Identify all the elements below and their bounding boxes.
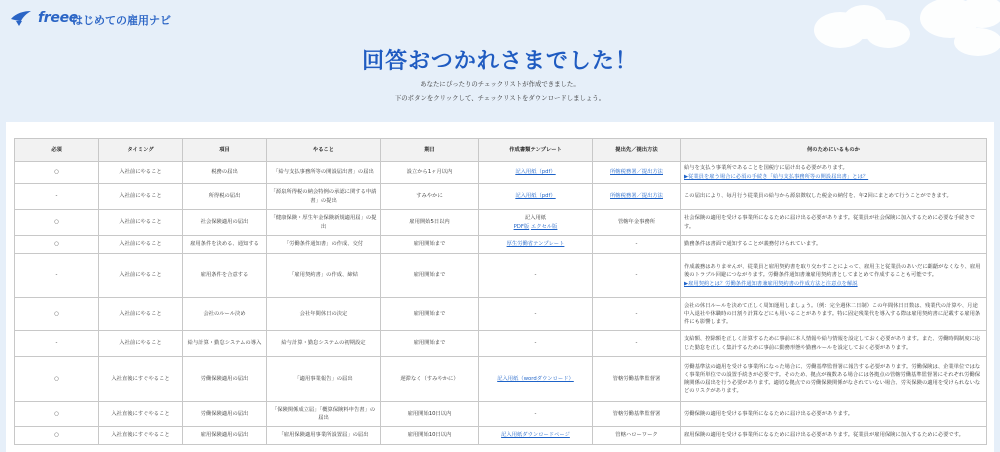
cell-destination-text: - bbox=[635, 241, 638, 248]
template-pdf-link[interactable]: PDF版 bbox=[513, 223, 530, 230]
cell-item-text: 給与計算・勤怠システムの導入 bbox=[187, 340, 262, 347]
cell-due bbox=[381, 331, 479, 357]
cell-timing bbox=[99, 236, 183, 254]
cell-timing-text: 入社直後にすぐやること bbox=[111, 375, 170, 382]
purpose-text: 労働保険の適用を受ける事業所になるために届け出る必要があります。 bbox=[684, 410, 854, 417]
col-header-template: 作成書類テンプレート bbox=[479, 139, 593, 162]
cell-destination-text: - bbox=[635, 340, 638, 347]
cell-required bbox=[15, 162, 99, 184]
cell-item bbox=[183, 184, 267, 210]
cell-required-text: ○ bbox=[54, 219, 59, 226]
cell-due bbox=[381, 427, 479, 445]
cell-todo-text: 給与計算・勤怠システムの初期設定 bbox=[281, 340, 366, 347]
template-empty: - bbox=[534, 310, 537, 317]
cell-todo bbox=[267, 331, 381, 357]
cell-purpose bbox=[681, 162, 987, 184]
cell-item bbox=[183, 210, 267, 236]
cell-todo bbox=[267, 298, 381, 331]
purpose-text: 社会保険の適用を受ける事業所になるために届け出る必要があります。従業員が社会保険に加入するために必要な手続きです。 bbox=[684, 215, 975, 230]
cell-timing bbox=[99, 210, 183, 236]
description-line-1: あなたにぴったりのチェックリストが作成できました。 bbox=[420, 80, 580, 88]
cell-required bbox=[15, 298, 99, 331]
cell-item bbox=[183, 162, 267, 184]
cell-todo bbox=[267, 427, 381, 445]
col-header-required: 必須 bbox=[15, 139, 99, 162]
cell-destination bbox=[593, 298, 681, 331]
cell-destination bbox=[593, 254, 681, 298]
cell-destination bbox=[593, 184, 681, 210]
cell-required bbox=[15, 210, 99, 236]
cell-required-text: ○ bbox=[54, 375, 59, 382]
template-link[interactable]: 記入用紙（pdf） bbox=[515, 169, 556, 176]
cell-due-text: 遅滞なく（すみやかに） bbox=[400, 375, 459, 382]
checklist-table bbox=[14, 138, 987, 445]
cell-due bbox=[381, 236, 479, 254]
table-row bbox=[15, 402, 987, 427]
cell-required-text: ○ bbox=[54, 310, 59, 317]
page-title: 回答おつかれさまでした！ bbox=[362, 49, 638, 74]
cell-purpose bbox=[681, 210, 987, 236]
cell-item-text: 労働保険適用の届出 bbox=[200, 375, 249, 382]
cell-item-text: 会社のルール決め bbox=[203, 310, 246, 317]
cell-item bbox=[183, 331, 267, 357]
cell-item bbox=[183, 254, 267, 298]
cell-todo bbox=[267, 254, 381, 298]
cell-destination-text: - bbox=[635, 272, 638, 279]
purpose-article-link[interactable]: ▶雇用契約とは？労働条件通知書兼雇用契約書の作成方法と注意点を解説 bbox=[684, 280, 858, 287]
cell-due-text: 設立から1ヶ月以内 bbox=[406, 169, 453, 176]
cell-required-text: - bbox=[55, 340, 58, 347]
cell-item bbox=[183, 357, 267, 402]
cell-item-text: 所得税の届出 bbox=[208, 193, 241, 200]
cell-due-text: 雇用開始まで bbox=[413, 272, 446, 279]
cell-due-text: 雇用開始まで bbox=[413, 241, 446, 248]
cell-timing-text: 入社前にやること bbox=[119, 169, 162, 176]
cell-timing-text: 入社前にやること bbox=[119, 193, 162, 200]
cell-item bbox=[183, 298, 267, 331]
purpose-text: 雇用保険の適用を受ける事業所になるために届け出る必要があります。従業員が雇用保険に加入するために必要です。 bbox=[684, 432, 964, 439]
cell-timing bbox=[99, 254, 183, 298]
table-row bbox=[15, 357, 987, 402]
cell-required bbox=[15, 254, 99, 298]
cell-purpose bbox=[681, 184, 987, 210]
freee-logo[interactable] bbox=[10, 9, 78, 27]
cell-due-text: 雇用開始まで bbox=[413, 310, 446, 317]
cell-destination-text: 管轄労働基準監督署 bbox=[612, 410, 661, 417]
purpose-text: 支給額、控除額を正しく計算するために事前に本人情報や給与情報を設定しておく必要があります。また、労働時間制度に応じた勤怠を正しく集計するために事前に勤務形態や勤務ルールを設定しておく必要があります。 bbox=[684, 336, 981, 351]
cell-required-text: ○ bbox=[54, 241, 59, 248]
col-header-purpose: 何のためにいるものか bbox=[681, 139, 987, 162]
cell-due-text: すみやかに bbox=[416, 193, 443, 200]
cell-item-text: 労働保険適用の届出 bbox=[200, 410, 249, 417]
template-link[interactable]: 記入用紙（pdf） bbox=[515, 193, 556, 200]
cell-timing-text: 入社前にやること bbox=[119, 272, 162, 279]
cell-timing-text: 入社直後にすぐやること bbox=[111, 432, 170, 439]
site-name[interactable]: はじめての雇用ナビ bbox=[72, 14, 171, 27]
cell-destination-text: 管轄労働基準監督署 bbox=[612, 375, 661, 382]
cell-purpose bbox=[681, 331, 987, 357]
cell-destination-text: - bbox=[635, 310, 638, 317]
cell-todo-text: 会社年間休日の決定 bbox=[299, 310, 348, 317]
destination-link[interactable]: 所轄税務署／提出方法 bbox=[610, 169, 663, 176]
cell-item-text: 雇用条件を合意する bbox=[200, 272, 249, 279]
cell-template bbox=[479, 254, 593, 298]
cell-todo-text: 「給与支払事務所等の開設届出書」の届出 bbox=[273, 169, 374, 176]
cell-template bbox=[479, 162, 593, 184]
cell-item-text: 税務の届出 bbox=[211, 169, 238, 176]
cell-timing bbox=[99, 357, 183, 402]
cell-due bbox=[381, 402, 479, 427]
cell-due-text: 雇用開始10日以内 bbox=[407, 432, 452, 439]
cell-due-text: 雇用開始5日以内 bbox=[409, 219, 450, 226]
description-line-2: 下のボタンをクリックして、チェックリストをダウンロードしましょう。 bbox=[394, 94, 606, 102]
table-row bbox=[15, 298, 987, 331]
table-row bbox=[15, 210, 987, 236]
cell-destination-text: 管轄ハローワーク bbox=[615, 432, 658, 439]
cell-todo-text: 「労働条件通知書」の作成、交付 bbox=[283, 241, 364, 248]
cell-required-text: - bbox=[55, 193, 58, 200]
cell-todo-text: 「源泉所得税の納会特例の承認に関する申請書」の提出 bbox=[270, 189, 377, 204]
cell-timing-text: 入社前にやること bbox=[119, 310, 162, 317]
cell-template bbox=[479, 210, 593, 236]
cell-todo bbox=[267, 402, 381, 427]
purpose-text: 会社の休日ルールを決めて正しく周知運用しましょう。（例：完全週休二日制）この年間休日日数は、残業代の計算や、月途中入退社や休職時の日割り計算などにも用いることがあります。特に固定残業代を導入する際は雇用契約書に記載する雇用条件にも影響します。 bbox=[684, 302, 981, 326]
cell-todo bbox=[267, 236, 381, 254]
cell-purpose bbox=[681, 254, 987, 298]
cell-required-text: ○ bbox=[54, 432, 59, 439]
cell-required bbox=[15, 184, 99, 210]
cell-todo-text: 「保険関係成立届」「概算保険料申告書」の届出 bbox=[271, 406, 376, 421]
cell-template bbox=[479, 298, 593, 331]
template-empty: - bbox=[534, 340, 537, 347]
cell-template bbox=[479, 357, 593, 402]
cell-required-text: ○ bbox=[54, 410, 59, 417]
col-header-todo: やること bbox=[267, 139, 381, 162]
table-row bbox=[15, 331, 987, 357]
table-row bbox=[15, 254, 987, 298]
purpose-text: 給与を支払う事業所であることを国税庁に届け出る必要があります。 bbox=[684, 165, 848, 172]
cell-purpose bbox=[681, 427, 987, 445]
cell-timing bbox=[99, 184, 183, 210]
col-header-item: 項目 bbox=[183, 139, 267, 162]
cell-template bbox=[479, 236, 593, 254]
purpose-text: この届出により、毎月行う従業員の給与から源泉徴収した税金の納付を、年2回にまとめて行うことができます。 bbox=[684, 193, 952, 200]
checklist-panel bbox=[6, 122, 994, 452]
cell-due-text: 雇用開始まで bbox=[413, 340, 446, 347]
cell-due bbox=[381, 162, 479, 184]
cell-destination-text: 管轄年金事務所 bbox=[617, 219, 656, 226]
cell-purpose bbox=[681, 402, 987, 427]
template-empty: - bbox=[534, 410, 537, 417]
purpose-text: 作成義務はありませんが、従業員と雇用契約書を取り交わすことによって、雇用主と従業員のあいだに齟齬がなくなり、雇用後のトラブル回避につながります。労働条件通知書兼雇用契約書としてまとめて作成することも可能です。 bbox=[684, 264, 981, 279]
purpose-text: 労働基準法の適用を受ける事業所になった場合に、労働基準監督署に報告する必要があります。労働保険は、企業単位ではなく事業所単位での設置手続きが必要です。そのため、拠点が複数ある場合には各拠点の管轄労働基準監督署にそれぞれ労働保険関係の届出を行う必要があります。適切な拠点での労働保険関係がなされていない場合、労災保険の適用を受けられないなどのリスクがあります。 bbox=[684, 363, 981, 395]
cell-timing bbox=[99, 402, 183, 427]
cell-timing-text: 入社前にやること bbox=[119, 241, 162, 248]
cell-required bbox=[15, 331, 99, 357]
cell-todo bbox=[267, 210, 381, 236]
cell-template bbox=[479, 331, 593, 357]
cell-todo bbox=[267, 357, 381, 402]
cell-destination bbox=[593, 402, 681, 427]
cell-due-text: 雇用開始10日以内 bbox=[407, 410, 452, 417]
template-excel-link[interactable]: エクセル版 bbox=[530, 223, 558, 230]
cell-item-text: 社会保険適用の届出 bbox=[200, 219, 249, 226]
cell-item bbox=[183, 236, 267, 254]
cell-timing-text: 入社前にやること bbox=[119, 219, 162, 226]
cell-template bbox=[479, 184, 593, 210]
cell-required-text: ○ bbox=[54, 169, 59, 176]
cell-destination bbox=[593, 210, 681, 236]
cell-required-text: - bbox=[55, 272, 58, 279]
cell-template bbox=[479, 427, 593, 445]
cell-destination bbox=[593, 427, 681, 445]
cell-due bbox=[381, 254, 479, 298]
cell-todo bbox=[267, 184, 381, 210]
table-header-row bbox=[15, 139, 987, 162]
cell-timing bbox=[99, 427, 183, 445]
purpose-article-link[interactable]: ▶従業員を雇う場合に必須の手続き「給与支払事務所等の開設届出書」とは？ bbox=[684, 173, 869, 180]
col-header-timing: タイミング bbox=[99, 139, 183, 162]
destination-link[interactable]: 所轄税務署／提出方法 bbox=[610, 193, 663, 200]
cell-required bbox=[15, 357, 99, 402]
cell-purpose bbox=[681, 236, 987, 254]
cell-required bbox=[15, 236, 99, 254]
cell-item bbox=[183, 427, 267, 445]
cell-timing bbox=[99, 331, 183, 357]
cell-todo-text: 「健康保険・厚生年金保険新規適用届」の提出 bbox=[270, 215, 377, 230]
col-header-destination: 提出先／提出方法 bbox=[593, 139, 681, 162]
cell-destination bbox=[593, 357, 681, 402]
template-label: 記入用紙 bbox=[524, 215, 547, 222]
cell-item bbox=[183, 402, 267, 427]
purpose-text: 勤務条件は書面で通知することが義務付けられています。 bbox=[684, 241, 822, 248]
cell-destination bbox=[593, 162, 681, 184]
table-row bbox=[15, 236, 987, 254]
cell-purpose bbox=[681, 357, 987, 402]
cell-item-text: 雇用条件を決める、通知する bbox=[190, 241, 259, 248]
cell-due bbox=[381, 357, 479, 402]
cell-required bbox=[15, 402, 99, 427]
table-row bbox=[15, 162, 987, 184]
cell-required bbox=[15, 427, 99, 445]
table-row bbox=[15, 427, 987, 445]
cell-timing-text: 入社直後にすぐやること bbox=[111, 410, 170, 417]
cell-destination bbox=[593, 236, 681, 254]
cell-timing-text: 入社前にやること bbox=[119, 340, 162, 347]
cell-todo-text: 「雇用契約書」の作成、締結 bbox=[289, 272, 358, 279]
template-empty: - bbox=[534, 272, 537, 279]
cell-timing bbox=[99, 298, 183, 331]
cell-template bbox=[479, 402, 593, 427]
cell-item-text: 雇用保険適用の届出 bbox=[200, 432, 249, 439]
cell-purpose bbox=[681, 298, 987, 331]
cell-destination bbox=[593, 331, 681, 357]
cell-todo bbox=[267, 162, 381, 184]
cell-due bbox=[381, 298, 479, 331]
cell-todo-text: 「雇用保険適用事業所設置届」の届出 bbox=[278, 432, 369, 439]
table-row bbox=[15, 184, 987, 210]
bird-logo-icon bbox=[10, 9, 32, 27]
cell-due bbox=[381, 210, 479, 236]
cell-due bbox=[381, 184, 479, 210]
logo-text: freee bbox=[38, 10, 78, 26]
cell-todo-text: 「適用事業報告」の届出 bbox=[294, 375, 353, 382]
cell-timing bbox=[99, 162, 183, 184]
template-link[interactable]: 記入用紙（wordダウンロード） bbox=[497, 375, 574, 382]
template-link[interactable]: 記入用紙ダウンロードページ bbox=[501, 432, 570, 439]
col-header-due: 期日 bbox=[381, 139, 479, 162]
template-link[interactable]: 厚生労働省テンプレート bbox=[506, 241, 565, 248]
